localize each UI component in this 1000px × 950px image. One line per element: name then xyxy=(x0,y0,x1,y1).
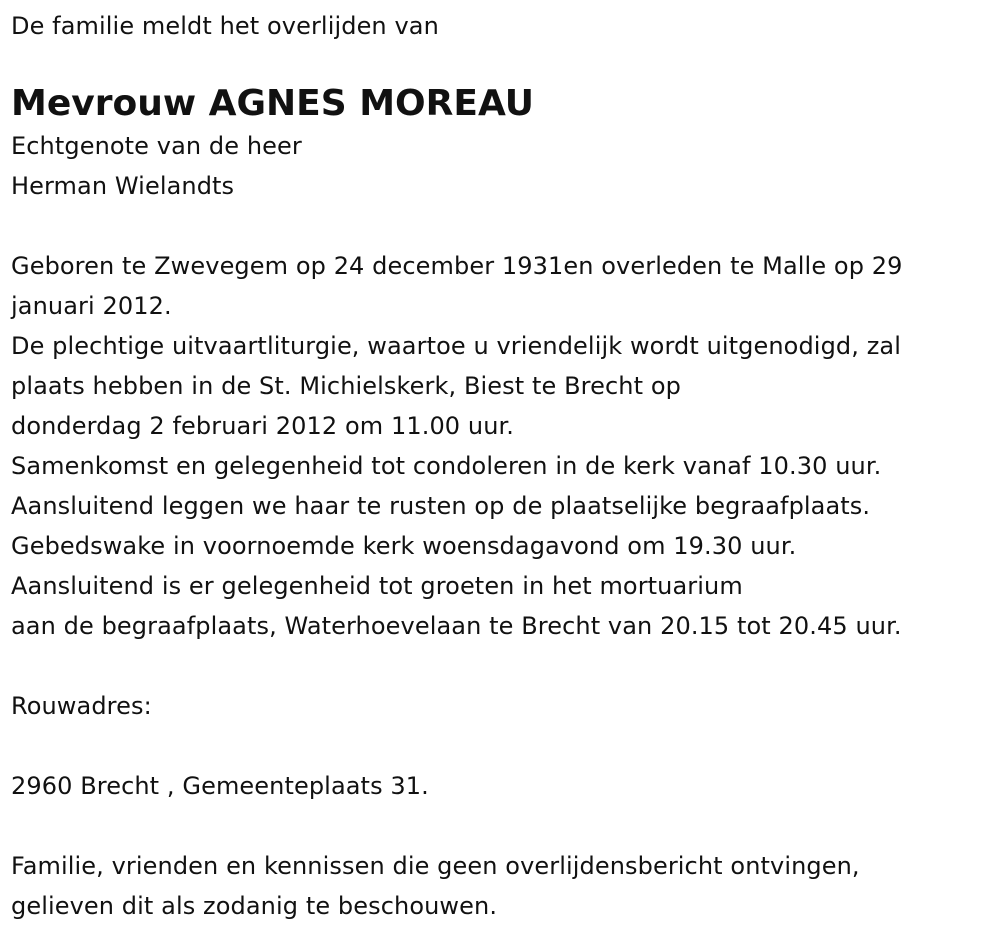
closing-line: Familie, vrienden en kennissen die geen overlijdensbericht ontvingen, xyxy=(11,852,860,880)
address-label: Rouwadres: xyxy=(11,692,152,720)
body-line: Geboren te Zwevegem op 24 december 1931en overleden te Malle op 29 xyxy=(11,252,903,280)
body-line: Samenkomst en gelegenheid tot condoleren in de kerk vanaf 10.30 uur. xyxy=(11,452,882,480)
body-line: plaats hebben in de St. Michielskerk, Biest te Brecht op xyxy=(11,372,681,400)
closing-line: gelieven dit als zodanig te beschouwen. xyxy=(11,892,498,920)
body-line: De plechtige uitvaartliturgie, waartoe u vriendelijk wordt uitgenodigd, zal xyxy=(11,332,901,360)
body-line: donderdag 2 februari 2012 om 11.00 uur. xyxy=(11,412,515,440)
spouse-line-2: Herman Wielandts xyxy=(11,172,235,200)
body-line: januari 2012. xyxy=(11,292,172,320)
spacer xyxy=(11,206,996,246)
deceased-name: Mevrouw AGNES MOREAU xyxy=(11,83,534,124)
spouse-line-1: Echtgenote van de heer xyxy=(11,132,302,160)
body-line: Gebedswake in voornoemde kerk woensdagavond om 19.30 uur. xyxy=(11,532,797,560)
obituary-notice xyxy=(11,6,996,926)
spacer xyxy=(11,646,996,686)
spacer xyxy=(11,806,996,846)
body-line: aan de begraafplaats, Waterhoevelaan te Brecht van 20.15 tot 20.45 uur. xyxy=(11,612,902,640)
spacer xyxy=(11,726,996,766)
body-line: Aansluitend leggen we haar te rusten op de plaatselijke begraafplaats. xyxy=(11,492,871,520)
intro-text: De familie meldt het overlijden van xyxy=(11,12,439,40)
mourning-address: 2960 Brecht , Gemeenteplaats 31. xyxy=(11,772,429,800)
body-line: Aansluitend is er gelegenheid tot groeten in het mortuarium xyxy=(11,572,743,600)
